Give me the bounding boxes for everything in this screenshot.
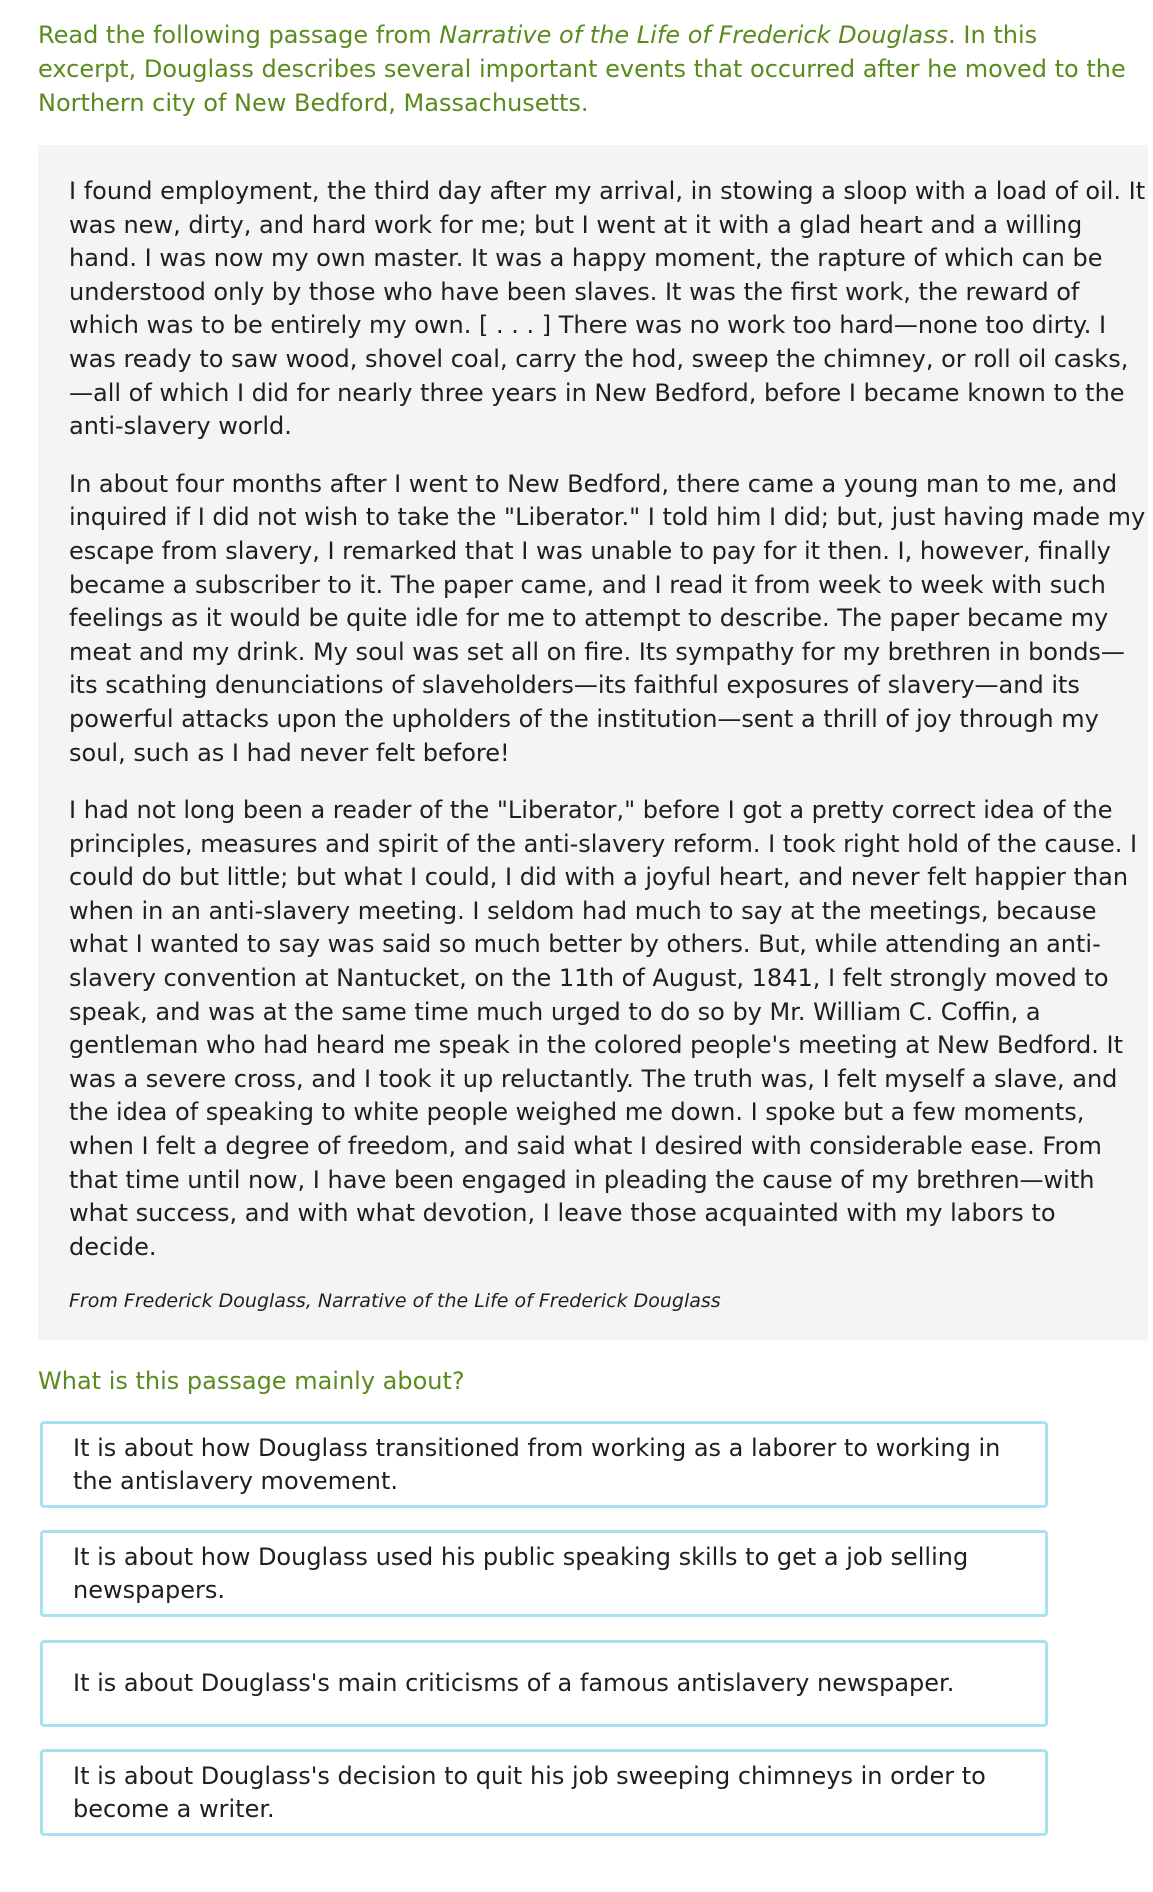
passage-source-citation: From Frederick Douglass, Narrative of the Life of Frederick Douglass — [69, 1290, 721, 1313]
question-intro — [38, 18, 1138, 120]
passage-paragraph-1: I found employment, the third day after my arrival, in stowing a sloop with a load of oil. It was new, dirty, and hard work for me; but I went at it with a glad heart and a willing hand. I was now my own master. It was a happy moment, the rapture of which can be understood only by those who have been slaves. It was the first work, the reward of which was to be entirely my own. [ . . . ] There was no work too hard—none too dirty. I was ready to saw wood, shovel coal, carry the hod, sweep the chimney, or roll oil casks,—all of which I did for nearly three years in New Bedford, before I became known to the anti-slavery world. — [69, 177, 1146, 441]
passage-box — [38, 145, 1148, 1340]
intro-suffix: . In this excerpt, Douglass describes several important events that occurred after he moved to the Northern city of New Bedford, Massachusetts. — [38, 21, 1126, 117]
answer-choice-4[interactable] — [40, 1749, 1048, 1836]
answer-choice-3-label: It is about Douglass's main criticisms of a famous antislavery newspaper. — [73, 1669, 955, 1697]
answer-choice-2[interactable] — [40, 1530, 1048, 1617]
question-prompt: What is this passage mainly about? — [38, 1367, 465, 1395]
answer-choice-1[interactable] — [40, 1421, 1048, 1508]
answer-choice-2-label: It is about how Douglass used his public speaking skills to get a job selling newspapers. — [73, 1542, 969, 1604]
intro-prefix: Read the following passage from — [38, 21, 440, 49]
passage-paragraph-3: I had not long been a reader of the "Liberator," before I got a pretty correct idea of the principles, measures and spirit of the anti-slavery reform. I took right hold of the cause. I could do but little; but what I could, I did with a joyful heart, and never felt happier than when in an anti-slavery meeting. I seldom had much to say at the meetings, because what I wanted to say was said so much better by others. But, while attending an anti-slavery convention at Nantucket, on the 11th of August, 1841, I felt strongly moved to speak, and was at the same time much urged to do so by Mr. William C. Coffin, a gentleman who had heard me speak in the colored people's meeting at New Bedford. It was a severe cross, and I took it up reluctantly. The truth was, I felt myself a slave, and the idea of speaking to white people weighed me down. I spoke but a few moments, when I felt a degree of freedom, and said what I desired with considerable ease. From that time until now, I have been engaged in pleading the cause of my brethren—with what success, and with what devotion, I leave those acquainted with my labors to decide. — [69, 796, 1138, 1261]
answer-choice-1-label: It is about how Douglass transitioned from working as a laborer to working in the antislavery movement. — [73, 1433, 1001, 1495]
intro-book-title: Narrative of the Life of Frederick Douglass — [439, 21, 949, 49]
passage-paragraph-2: In about four months after I went to New Bedford, there came a young man to me, and inquired if I did not wish to take the "Liberator." I told him I did; but, just having made my escape from slavery, I remarked that I was unable to pay for it then. I, however, finally became a subscriber to it. The paper came, and I read it from week to week with such feelings as it would be quite idle for me to attempt to describe. The paper became my meat and my drink. My soul was set all on fire. Its sympathy for my brethren in bonds—its scathing denunciations of slaveholders—its faithful exposures of slavery—and its powerful attacks upon the upholders of the institution—sent a thrill of joy through my soul, such as I had never felt before! — [69, 469, 1146, 767]
answer-choice-3[interactable] — [40, 1640, 1048, 1727]
answer-choice-4-label: It is about Douglass's decision to quit his job sweeping chimneys in order to become a writer. — [73, 1761, 986, 1823]
